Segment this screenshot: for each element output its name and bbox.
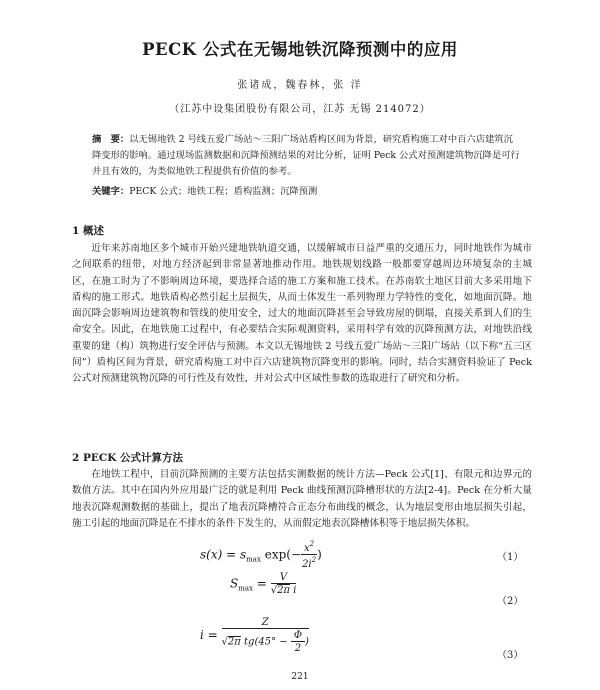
abstract-block bbox=[92, 132, 520, 180]
keywords-text: PECK 公式；地铁工程；盾构监测；沉降预测 bbox=[129, 186, 318, 197]
page-number: 221 bbox=[291, 672, 309, 682]
equation-1: $s(x) = s_{max}$ exp(− $\frac{x^2}{2i^2}$ ) bbox=[200, 540, 322, 570]
paper-authors: 张诸成，魏春林，张 洋 bbox=[237, 80, 363, 91]
section-2-heading: 2 PECK 公式计算方法 bbox=[72, 452, 183, 464]
paper-affiliation: （江苏中设集团股份有限公司，江苏 无锡 214072） bbox=[169, 104, 431, 115]
equation-2-number: （2） bbox=[497, 596, 524, 607]
abstract-text: 以无锡地铁 2 号线五爱广场站～三阳广场站盾构区间为背景，研究盾构施工对中百六店建筑沉降变形的影响。通过现场监测数据和沉降预测结果的对比分析，证明 Peck 公式对预测建筑物沉降是可行并且有效的，为类似地铁工程提供有价值的参考。 bbox=[92, 134, 520, 177]
paper-title: PECK 公式在无锡地铁沉降预测中的应用 bbox=[142, 40, 458, 59]
equation-1-number: （1） bbox=[497, 552, 524, 563]
keywords-block bbox=[92, 184, 520, 200]
equation-3: i = Z √2π tg(45° − $\frac{\Phi}{2}$ ) bbox=[200, 617, 309, 654]
section-1-heading: 1 概述 bbox=[72, 225, 104, 237]
abstract-label: 摘 要： bbox=[92, 134, 130, 145]
equation-2: $S_{max}$ = $\frac{V}{\text{√2π i}}$ bbox=[230, 572, 297, 596]
equation-3-number: （3） bbox=[497, 650, 524, 661]
keywords-label: 关键字： bbox=[92, 186, 130, 197]
section-1-paragraph: 近年来苏南地区多个城市开始兴建地铁轨道交通，以缓解城市日益严重的交通压力，同时地铁作为城市之间联系的纽带，对地方经济起到非常显著地推动作用。地铁规划线路一般都要穿越周边环境复杂的主城区，在施工时为了不影响周边环境，要选择合适的施工方案和施工技术。在苏南软土地区目前大多采用地下盾构的施工形式。地铁盾构必然引起土层损失，从而土体发生一系列物理力学特性的变化，如地面沉降。地面沉降会影响周边建筑物和管线的使用安全，过大的地面沉降甚至会导致房屋的倒塌，直接关系到人们的生命安全。因此，在地铁施工过程中，有必要结合实际观测资料，采用科学有效的沉降预测方法，对地铁沿线重要的建（构）筑物进行安全评估与预测。本文以无锡地铁 2 号线五爱广场站～三阳广场站（以下称“五三区间”）盾构区间为背景，研究盾构施工对中百六店建筑物沉降变形的影响。同时，结合实测资料验证了 Peck 公式对预测建筑物沉降的可行性及有效性，并对公式中区域性参数的选取进行了研究和分析。 bbox=[72, 243, 532, 385]
section-2-paragraph: 在地铁工程中，目前沉降预测的主要方法包括实测数据的统计方法—Peck 公式[1]、有限元和边界元的数值方法。其中在国内外应用最广泛的就是利用 Peck 曲线预测沉降槽形状的方法[2-4]。Peck 在分析大量地表沉降观测数据的基础上，提出了地表沉降槽符合正态分布曲线的概念，认为地层变形由地层损失引起，施工引起的地面沉降是在不排水的条件下发生的，从而假定地表沉降槽体积等于地层损失体积。 bbox=[72, 469, 532, 529]
